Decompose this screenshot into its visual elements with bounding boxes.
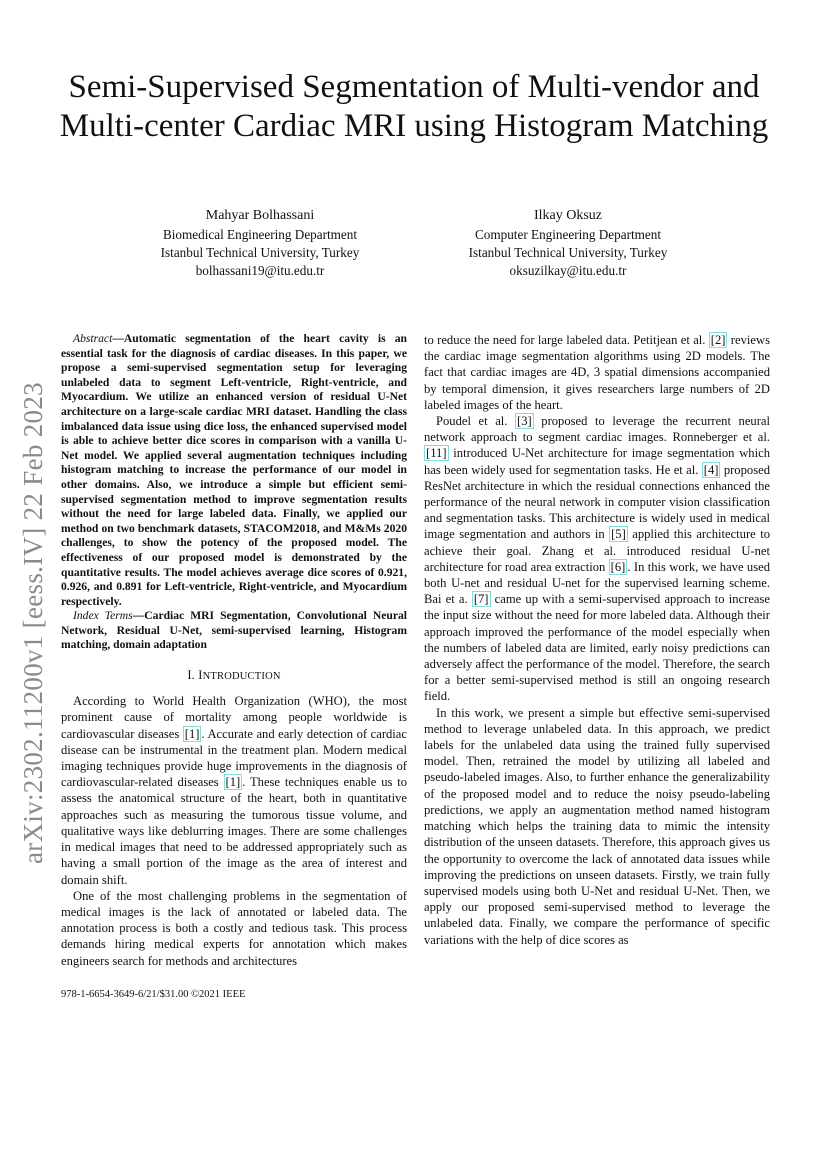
abstract: Abstract—Automatic segmentation of the heart cavity is an essential task for the diagnosis of cardiac diseases. In this paper, we propose a semi-supervised segmentation setup for leveraging unlabeled data to segment Left-ventricle, Right-ventricle, and Myocardium. We utilize an enhanced version of residual U-Net architecture on a large-scale cardiac MRI dataset. Handling the class imbalanced data issue using dice loss, the enhanced supervised model is able to achieve better dice scores in comparison with a vanilla U-Net model. We applied several augmentation techniques including histogram matching to increase the performance of our model in other domains. Also, we introduce a simple but efficient semi-supervised segmentation method to improve segmentation results without the need for large labeled data. Finally, we applied our method on two benchmark datasets, STACOM2018, and M&Ms 2020 challenges, to show the potency of the proposed model. The effectiveness of our proposed model is demonstrated by the quantitative results. The model achieves average dice scores of 0.921, 0.926, and 0.891 for Left-ventricle, Right-ventricle, and Myocardium respectively.	[61, 332, 407, 608]
index-terms-text: Cardiac MRI Segmentation, Convolutional Neural Network, Residual U-Net, semi-supervised learning, Histogram matching, domain adaptation	[61, 609, 407, 652]
citation-link[interactable]: [5]	[611, 527, 626, 542]
left-column	[61, 332, 407, 969]
citation-link[interactable]: [6]	[610, 559, 626, 574]
citation-link[interactable]: [3]	[517, 414, 532, 429]
intro-paragraph-5: In this work, we present a simple but effective semi-supervised method to leverage unlabeled data. In this approach, we predict labels for the unlabeled data using the trained fully supervised model. Then, retrained the model by utilizing all labeled and pseudo-labeled images. Also, to further enhance the generalizability of the proposed model and to reduce the noisy pseudo-labeling predictions, we apply an augmentation method named histogram matching which helps the training data to mimic the intensity distribution of the unseen datasets. Therefore, this approach gives us the opportunity to overcome the lack of annotated data issues while improving the predictions on unseen datasets. Firstly, we train fully supervised models using both U-Net and residual U-Net. Then, we apply our proposed semi-supervised method to leverage the unlabeled data. Finally, we compare the performance of specific variations with the help of dice scores as	[424, 705, 770, 947]
author-affiliation: Istanbul Technical University, Turkey	[468, 245, 668, 260]
author-email: oksuzilkay@itu.edu.tr	[509, 263, 627, 278]
index-terms: Index Terms—Cardiac MRI Segmentation, Convolutional Neural Network, Residual U-Net, semi-supervised learning, Histogram matching, domain adaptation	[61, 609, 407, 652]
author-affiliation: Istanbul Technical University, Turkey	[160, 245, 360, 260]
intro-paragraph-4: Poudel et al. [3] proposed to leverage the recurrent neural network approach to segment cardiac images. Ronneberger et al. [11] introduced U-Net architecture for image segmentation which has been widely used for segmentation tasks. He et al. [4] proposed ResNet architecture in which the residual connections enhanced the performance of the neural network in computer vision classification and segmentation tasks. This architecture is widely used in medical image segmentation and authors in [5] applied this architecture to achieve their goal. Zhang et al. introduced residual U-net architecture for road area extraction [6] . In this work, we have used both U-net and residual U-net for the supervised learning scheme. Bai et a. [7] came up with a semi-supervised approach to increase the input size without the need for more labeled data. Although their approach improved the performance of the model especially when the numbers of labeled data are limited, early noisy predictions can adversely affect the performance of the model. Therefore, the search for a better semi-supervised method is still an ongoing research field.	[424, 414, 770, 704]
abstract-text: Automatic segmentation of the heart cavity is an essential task for the diagnosis of cardiac diseases. In this paper, we propose a semi-supervised segmentation setup for leveraging unlabeled data to segment Left-ventricle, Right-ventricle, and Myocardium. We utilize an enhanced version of residual U-Net architecture on a large-scale cardiac MRI dataset. Handling the class imbalanced data issue using dice loss, the enhanced supervised model is able to achieve better dice scores in comparison with a vanilla U-Net model. We applied several augmentation techniques including histogram matching to increase the performance of our model in other domains. Also, we introduce a simple but efficient semi-supervised segmentation method to improve segmentation results without the need for large labeled data. Finally, we applied our method on two benchmark datasets, STACOM2018, and M&Ms 2020 challenges, to show the potency of the proposed model. The effectiveness of our proposed model is demonstrated by the quantitative results. The model achieves average dice scores of 0.921, 0.926, and 0.891 for Left-ventricle, Right-ventricle, and Myocardium respectively.	[61, 332, 407, 608]
citation-link[interactable]: [11]	[426, 446, 447, 461]
intro-paragraph-2: One of the most challenging problems in the segmentation of medical images is the lack of annotated or labeled data. The annotation process is both a costly and tedious task. This process demands hiring medical experts for annotation which makes engineers search for methods and architectures	[61, 888, 407, 968]
intro-paragraph-1: According to World Health Organization (WHO), the most prominent cause of mortality among people worldwide is cardiovascular diseases [1] . Accurate and early detection of cardiac disease can be instrumental in the treatment plan. Modern medical imaging techniques provide huge improvements in the diagnosis of cardiovascular-related diseases [1] . These techniques enable us to assess the anatomical structure of the heart, both in quantitative approaches such as measuring the tumorous tissue volume, and qualitative ways like deblurring images. There are some challenges in medical images that need to be addressed appropriately such as having a small portion of the image as the area of interest and domain shift.	[61, 694, 407, 887]
arxiv-stamp: arXiv:2302.11200v1 [eess.IV] 22 Feb 2023	[18, 382, 48, 864]
abstract-label: Abstract	[73, 332, 113, 345]
citation-link[interactable]: [4]	[703, 462, 719, 477]
author-department: Computer Engineering Department	[474, 227, 662, 242]
paper-title: Semi-Supervised Segmentation of Multi-vendor and Multi-center Cardiac MRI using Histogram Matching	[59, 69, 769, 144]
author-email: bolhassani19@itu.edu.tr	[195, 263, 325, 278]
author-block-1	[110, 207, 410, 280]
citation-link[interactable]: [2]	[710, 333, 726, 347]
author-name: Ilkay Oksuz	[533, 208, 603, 223]
index-terms-label: Index Terms	[73, 609, 133, 623]
citation-link[interactable]: [1]	[225, 775, 241, 790]
citation-link[interactable]: [7]	[473, 592, 489, 607]
right-column	[424, 332, 770, 948]
citation-link[interactable]: [1]	[184, 726, 200, 741]
author-block-2	[418, 207, 718, 280]
author-department: Biomedical Engineering Department	[162, 227, 358, 242]
section-heading-introduction: I. INTRODUCTION	[187, 668, 281, 683]
intro-paragraph-3: to reduce the need for large labeled data. Petitjean et al. [2] reviews the cardiac image segmentation algorithms using 2D models. The fact that cardiac images are 4D, 3 spatial dimensions accompanied by temporal dimension, it gives researchers large numbers of 2D labeled images of the heart.	[424, 333, 770, 412]
copyright-footnote: 978-1-6654-3649-6/21/$31.00 ©2021 IEEE	[61, 989, 246, 1000]
author-name: Mahyar Bolhassani	[205, 208, 315, 223]
